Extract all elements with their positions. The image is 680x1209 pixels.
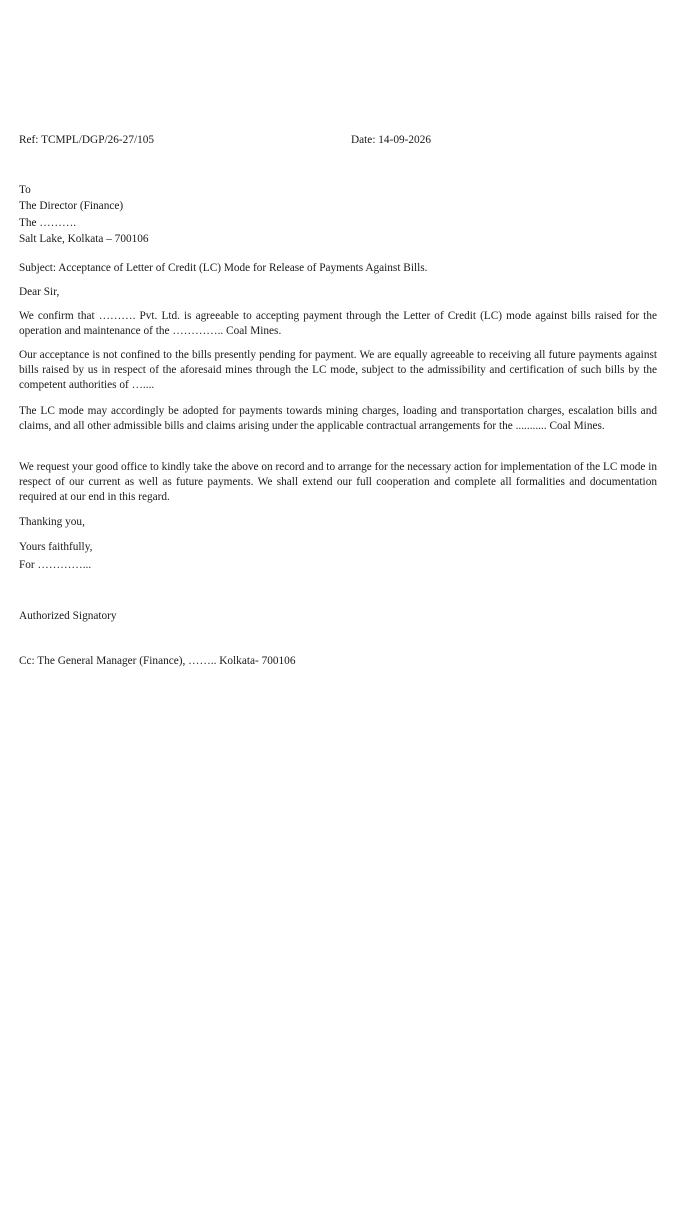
recipient-address: Salt Lake, Kolkata – 700106 — [19, 232, 149, 245]
salutation: Dear Sir, — [19, 286, 60, 298]
letter-date: Date: 14-09-2026 — [351, 134, 431, 146]
for-company-line: For …………... — [19, 559, 92, 571]
reference-row — [19, 133, 657, 149]
address-to: To — [19, 184, 31, 196]
thanks-line: Thanking you, — [19, 516, 85, 528]
closing-line: Yours faithfully, — [19, 541, 93, 553]
reference-number: Ref: TCMPL/DGP/26-27/105 — [19, 134, 155, 146]
body-paragraph: Our acceptance is not confined to the bills presently pending for payment. We are equally agreeable to receiving all future payments against bills raised by us in respect of the aforesaid mines through the LC mode, subject to the admissibility and certification of such bills by the competent authorities of ….... — [19, 349, 657, 391]
body-paragraph: We request your good office to kindly take the above on record and to arrange for the necessary action for implementation of the LC mode in respect of our current as well as future payments. We shall extend our full cooperation and complete all formalities and documentation required at our end in this regard. — [19, 461, 657, 503]
body-paragraph: The LC mode may accordingly be adopted for payments towards mining charges, loading and transportation charges, escalation bills and claims, and all other admissible bills and claims arising under the applicable contractual arrangements for the ........... Coal Mines. — [19, 405, 657, 432]
letter-subject: Subject: Acceptance of Letter of Credit (LC) Mode for Release of Payments Against Bills. — [19, 262, 428, 274]
recipient-address-block — [19, 183, 657, 248]
authorized-signatory: Authorized Signatory — [19, 610, 117, 622]
recipient-organization: The ………. — [19, 216, 77, 229]
recipient-title: The Director (Finance) — [19, 200, 124, 213]
cc-line: Cc: The General Manager (Finance), …….. Kolkata- 700106 — [19, 655, 296, 667]
body-paragraph: We confirm that ………. Pvt. Ltd. is agreeable to accepting payment through the Letter of Credit (LC) mode against bills raised for the operation and maintenance of the ………….. Coal Mines. — [19, 310, 657, 337]
